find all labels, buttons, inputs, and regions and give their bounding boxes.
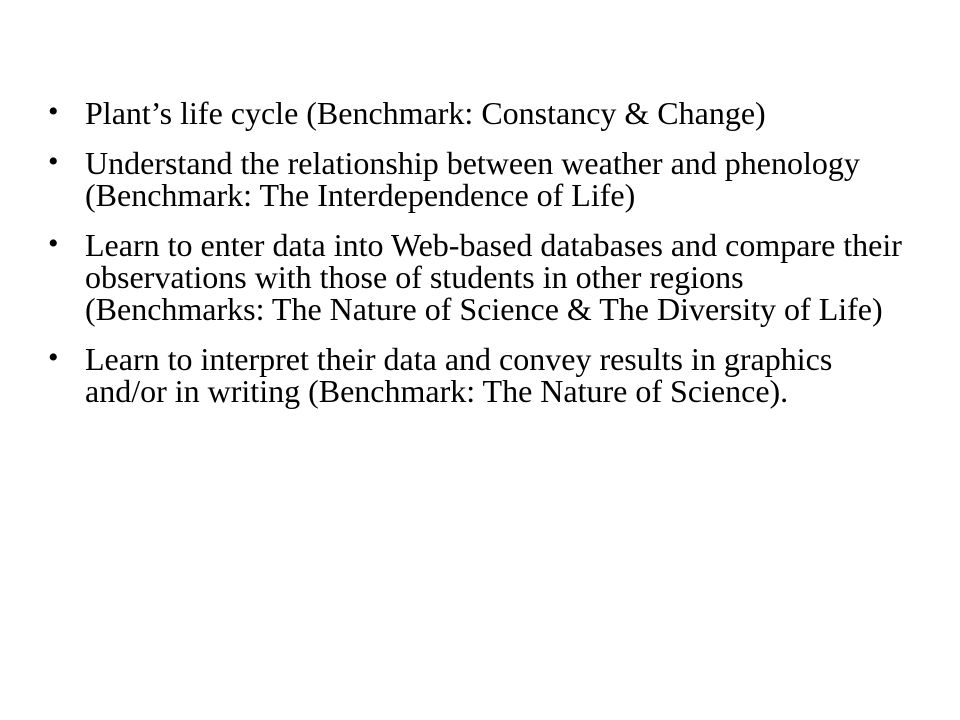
list-item-text: Plant’s life cycle (Benchmark: Constancy & Change) [85,95,766,131]
bullet-icon: • [48,341,59,374]
list-item-text: Understand the relationship between weather and phenology (Benchmark: The Interdependence of Life) [85,145,860,213]
list-item [48,147,908,211]
bullet-icon: • [48,227,59,260]
bullet-icon: • [48,95,59,128]
list-item [48,229,908,325]
list-item [48,97,908,129]
bullet-list [48,97,908,425]
list-item-text: Learn to interpret their data and convey results in graphics and/or in writing (Benchmark: The Nature of Science). [85,341,833,409]
list-item-text: Learn to enter data into Web-based databases and compare their observations with those of students in other regions (Benchmarks: The Nature of Science & The Diversity of Life) [85,227,902,327]
list-item [48,343,908,407]
bullet-icon: • [48,145,59,178]
